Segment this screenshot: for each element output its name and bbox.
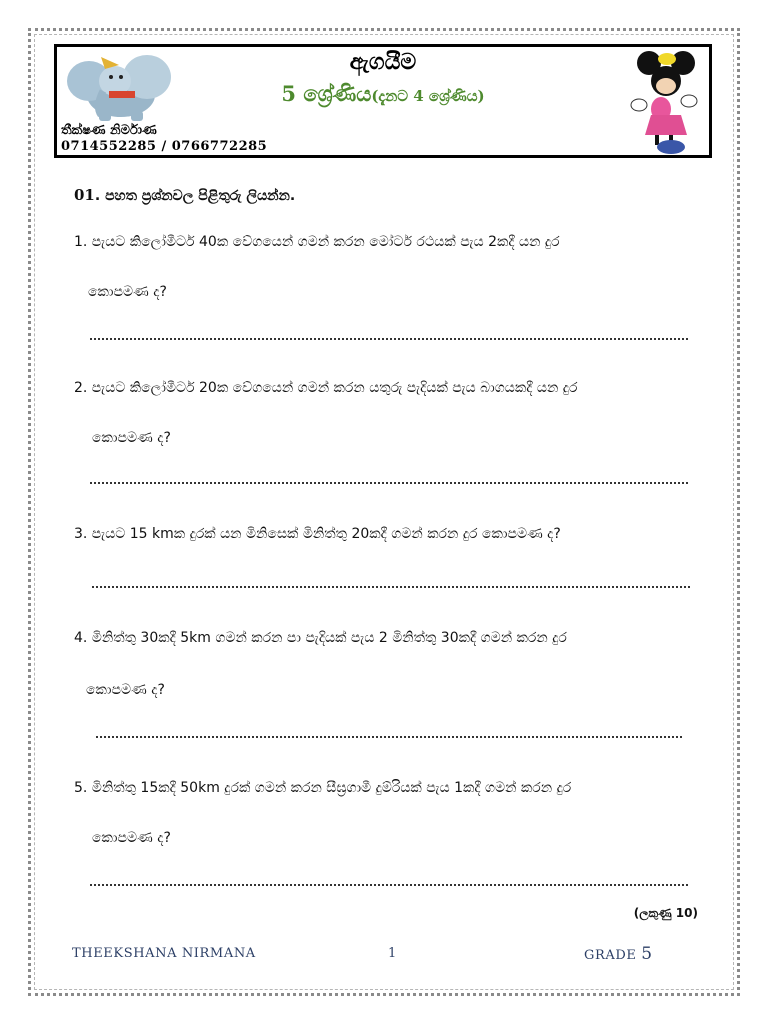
instruction-text: . පහත ප්‍රශ්නවල පිළිතුරු ලියන්න. [94,188,296,204]
footer-grade [584,944,653,964]
question-4-line1: 4. මිනිත්තු 30කදී 5km ගමන් කරන පා පැදියක් පැය 2 මිනිත්තු 30කදී ගමන් කරන දුර [74,630,567,646]
grade-main: 5 ශ්‍රේණිය [281,81,372,106]
grade-subtitle [57,81,709,107]
worksheet-title: ඇගයීම [349,49,417,75]
question-2-line1: 2. පැයට කිලෝමීටර් 20ක වේගයෙන් ගමන් කරන යතුරු පැදියක් පැය බාගයකදී යන දුර [74,380,578,396]
question-4-line2: කොපමණ ද? [86,682,165,698]
question-3-line1: 3. පැයට 15 kmක දුරක් යන මිනිසෙක් මිනිත්තු 20කදී ගමන් කරන දුර කොපමණ ද? [74,526,561,542]
footer-author: THEEKSHANA NIRMANA [72,946,256,961]
answer-line-3[interactable] [92,586,690,588]
question-1-line2: කොපමණ ද? [88,284,167,300]
cartoon-mouse-illustration [621,49,705,155]
answer-line-4[interactable] [96,736,682,738]
question-1-line1: 1. පැයට කිලෝමීටර් 40ක වේගයෙන් ගමන් කරන මෝටර් රථයක් පැය 2කදී යන දුර [74,234,560,250]
instruction-number: 01 [74,186,95,204]
answer-line-1[interactable] [90,338,688,340]
header-box [54,44,712,158]
total-marks: (ලකුණු 10) [633,906,698,920]
instruction-heading [74,186,295,204]
answer-line-2[interactable] [90,482,688,484]
answer-line-5[interactable] [90,884,688,886]
question-2-line2: කොපමණ ද? [92,430,171,446]
question-5-line2: කොපමණ ද? [92,830,171,846]
question-5-line1: 5. මිනිත්තු 15කදී 50km දුරක් ගමන් කරන සීඝ්‍රගාමී දුම්රියක් පැය 1කදී ගමන් කරන දුර [74,780,572,796]
author-name: තීක්ෂණ නිර්මාණ [61,123,157,138]
footer-page-number: 1 [388,946,397,961]
author-phones: 0714552285 / 0766772285 [61,139,268,154]
footer-grade-number: 5 [641,944,653,964]
author-block [61,123,267,155]
footer-grade-label: GRADE [584,948,637,963]
grade-current: (දැනට 4 ශ්‍රේණිය) [371,87,485,105]
